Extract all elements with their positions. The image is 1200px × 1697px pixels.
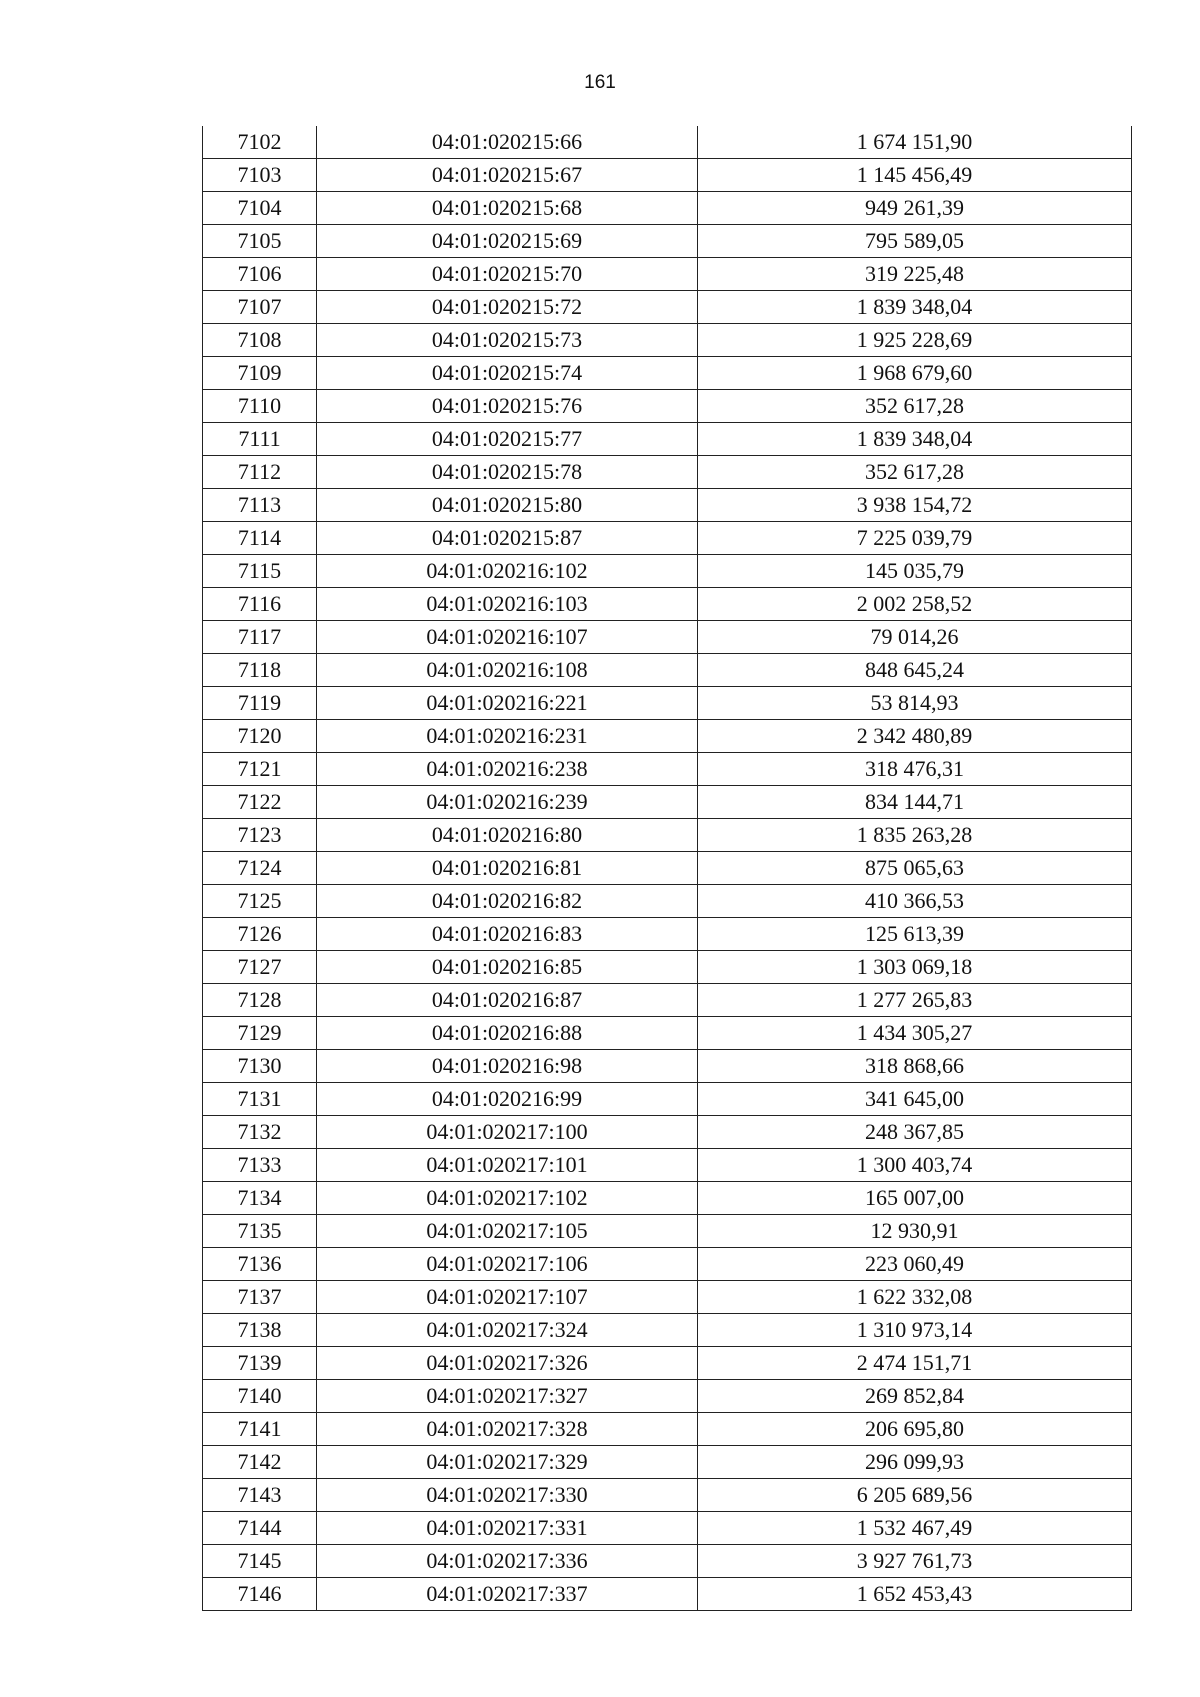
row-number-cell: 7107 — [203, 291, 317, 324]
table-row — [203, 1215, 1132, 1248]
cadastral-value-cell: 949 261,39 — [698, 192, 1132, 225]
cadastral-value-cell: 6 205 689,56 — [698, 1479, 1132, 1512]
cadastral-value-cell: 125 613,39 — [698, 918, 1132, 951]
cadastral-number-cell: 04:01:020217:105 — [317, 1215, 698, 1248]
table-row — [203, 1050, 1132, 1083]
cadastral-number-cell: 04:01:020215:87 — [317, 522, 698, 555]
cadastral-value-cell: 1 652 453,43 — [698, 1578, 1132, 1611]
row-number-cell: 7128 — [203, 984, 317, 1017]
table-row — [203, 1512, 1132, 1545]
table-row — [203, 819, 1132, 852]
cadastral-number-cell: 04:01:020217:329 — [317, 1446, 698, 1479]
cadastral-value-cell: 1 310 973,14 — [698, 1314, 1132, 1347]
cadastral-number-cell: 04:01:020216:108 — [317, 654, 698, 687]
cadastral-number-cell: 04:01:020216:103 — [317, 588, 698, 621]
table-row — [203, 918, 1132, 951]
table-row — [203, 1545, 1132, 1578]
table-row — [203, 1149, 1132, 1182]
cadastral-number-cell: 04:01:020215:74 — [317, 357, 698, 390]
row-number-cell: 7126 — [203, 918, 317, 951]
row-number-cell: 7124 — [203, 852, 317, 885]
table-row — [203, 687, 1132, 720]
cadastral-value-cell: 1 434 305,27 — [698, 1017, 1132, 1050]
cadastral-value-cell: 834 144,71 — [698, 786, 1132, 819]
cadastral-number-cell: 04:01:020217:101 — [317, 1149, 698, 1182]
row-number-cell: 7116 — [203, 588, 317, 621]
cadastral-value-cell: 1 300 403,74 — [698, 1149, 1132, 1182]
cadastral-number-cell: 04:01:020216:107 — [317, 621, 698, 654]
cadastral-number-cell: 04:01:020217:330 — [317, 1479, 698, 1512]
cadastral-number-cell: 04:01:020215:70 — [317, 258, 698, 291]
cadastral-number-cell: 04:01:020216:80 — [317, 819, 698, 852]
table-row — [203, 423, 1132, 456]
table-row — [203, 786, 1132, 819]
cadastral-value-cell: 341 645,00 — [698, 1083, 1132, 1116]
row-number-cell: 7132 — [203, 1116, 317, 1149]
cadastral-value-cell: 1 839 348,04 — [698, 423, 1132, 456]
table-row — [203, 1281, 1132, 1314]
cadastral-value-cell: 318 476,31 — [698, 753, 1132, 786]
cadastral-value-cell: 1 303 069,18 — [698, 951, 1132, 984]
row-number-cell: 7106 — [203, 258, 317, 291]
table-row — [203, 291, 1132, 324]
cadastral-number-cell: 04:01:020215:73 — [317, 324, 698, 357]
table-row — [203, 885, 1132, 918]
row-number-cell: 7112 — [203, 456, 317, 489]
table-row — [203, 126, 1132, 159]
cadastral-value-cell: 1 968 679,60 — [698, 357, 1132, 390]
row-number-cell: 7103 — [203, 159, 317, 192]
cadastral-number-cell: 04:01:020215:76 — [317, 390, 698, 423]
table-row — [203, 489, 1132, 522]
cadastral-value-cell: 1 925 228,69 — [698, 324, 1132, 357]
table-row — [203, 1380, 1132, 1413]
cadastral-value-cell: 319 225,48 — [698, 258, 1132, 291]
table-row — [203, 456, 1132, 489]
row-number-cell: 7135 — [203, 1215, 317, 1248]
row-number-cell: 7131 — [203, 1083, 317, 1116]
table-row — [203, 1347, 1132, 1380]
cadastral-value-cell: 352 617,28 — [698, 456, 1132, 489]
cadastral-value-cell: 1 532 467,49 — [698, 1512, 1132, 1545]
cadastral-value-cell: 1 145 456,49 — [698, 159, 1132, 192]
table-row — [203, 588, 1132, 621]
cadastral-number-cell: 04:01:020215:69 — [317, 225, 698, 258]
row-number-cell: 7117 — [203, 621, 317, 654]
row-number-cell: 7122 — [203, 786, 317, 819]
row-number-cell: 7134 — [203, 1182, 317, 1215]
table-row — [203, 1413, 1132, 1446]
table-row — [203, 159, 1132, 192]
cadastral-number-cell: 04:01:020216:87 — [317, 984, 698, 1017]
cadastral-number-cell: 04:01:020215:78 — [317, 456, 698, 489]
cadastral-value-cell: 53 814,93 — [698, 687, 1132, 720]
table-row — [203, 1479, 1132, 1512]
row-number-cell: 7127 — [203, 951, 317, 984]
cadastral-number-cell: 04:01:020217:331 — [317, 1512, 698, 1545]
cadastral-number-cell: 04:01:020217:328 — [317, 1413, 698, 1446]
cadastral-number-cell: 04:01:020215:68 — [317, 192, 698, 225]
cadastral-value-cell: 1 839 348,04 — [698, 291, 1132, 324]
cadastral-value-cell: 352 617,28 — [698, 390, 1132, 423]
cadastral-number-cell: 04:01:020216:99 — [317, 1083, 698, 1116]
cadastral-value-cell: 875 065,63 — [698, 852, 1132, 885]
table-row — [203, 984, 1132, 1017]
cadastral-number-cell: 04:01:020216:88 — [317, 1017, 698, 1050]
cadastral-number-cell: 04:01:020215:80 — [317, 489, 698, 522]
table-row — [203, 720, 1132, 753]
cadastral-number-cell: 04:01:020216:82 — [317, 885, 698, 918]
table-row — [203, 852, 1132, 885]
table-row — [203, 258, 1132, 291]
page-number: 161 — [584, 72, 616, 93]
cadastral-number-cell: 04:01:020216:85 — [317, 951, 698, 984]
cadastral-value-cell: 2 002 258,52 — [698, 588, 1132, 621]
row-number-cell: 7138 — [203, 1314, 317, 1347]
cadastral-value-cell: 79 014,26 — [698, 621, 1132, 654]
cadastral-number-cell: 04:01:020217:100 — [317, 1116, 698, 1149]
table-row — [203, 225, 1132, 258]
cadastral-value-cell: 165 007,00 — [698, 1182, 1132, 1215]
row-number-cell: 7121 — [203, 753, 317, 786]
row-number-cell: 7130 — [203, 1050, 317, 1083]
cadastral-value-cell: 2 474 151,71 — [698, 1347, 1132, 1380]
cadastral-number-cell: 04:01:020215:66 — [317, 126, 698, 159]
table-row — [203, 390, 1132, 423]
cadastral-number-cell: 04:01:020217:324 — [317, 1314, 698, 1347]
row-number-cell: 7129 — [203, 1017, 317, 1050]
cadastral-value-cell: 296 099,93 — [698, 1446, 1132, 1479]
row-number-cell: 7113 — [203, 489, 317, 522]
row-number-cell: 7110 — [203, 390, 317, 423]
cadastral-value-cell: 206 695,80 — [698, 1413, 1132, 1446]
cadastral-number-cell: 04:01:020217:337 — [317, 1578, 698, 1611]
cadastral-number-cell: 04:01:020217:327 — [317, 1380, 698, 1413]
row-number-cell: 7139 — [203, 1347, 317, 1380]
cadastral-number-cell: 04:01:020216:239 — [317, 786, 698, 819]
row-number-cell: 7105 — [203, 225, 317, 258]
row-number-cell: 7120 — [203, 720, 317, 753]
row-number-cell: 7125 — [203, 885, 317, 918]
cadastral-number-cell: 04:01:020216:231 — [317, 720, 698, 753]
table-row — [203, 324, 1132, 357]
table-row — [203, 1446, 1132, 1479]
cadastral-value-cell: 318 868,66 — [698, 1050, 1132, 1083]
table-row — [203, 951, 1132, 984]
cadastral-number-cell: 04:01:020215:67 — [317, 159, 698, 192]
cadastral-value-cell: 1 835 263,28 — [698, 819, 1132, 852]
cadastral-value-cell: 410 366,53 — [698, 885, 1132, 918]
row-number-cell: 7119 — [203, 687, 317, 720]
cadastral-value-cell: 1 622 332,08 — [698, 1281, 1132, 1314]
cadastral-number-cell: 04:01:020216:83 — [317, 918, 698, 951]
cadastral-value-table — [202, 126, 1132, 1611]
table-row — [203, 654, 1132, 687]
cadastral-number-cell: 04:01:020215:77 — [317, 423, 698, 456]
row-number-cell: 7115 — [203, 555, 317, 588]
cadastral-value-cell: 3 927 761,73 — [698, 1545, 1132, 1578]
row-number-cell: 7142 — [203, 1446, 317, 1479]
row-number-cell: 7109 — [203, 357, 317, 390]
cadastral-number-cell: 04:01:020216:81 — [317, 852, 698, 885]
table-body — [203, 126, 1132, 1611]
cadastral-number-cell: 04:01:020217:107 — [317, 1281, 698, 1314]
row-number-cell: 7143 — [203, 1479, 317, 1512]
table-row — [203, 1314, 1132, 1347]
table-row — [203, 753, 1132, 786]
cadastral-number-cell: 04:01:020215:72 — [317, 291, 698, 324]
row-number-cell: 7136 — [203, 1248, 317, 1281]
row-number-cell: 7104 — [203, 192, 317, 225]
cadastral-value-cell: 248 367,85 — [698, 1116, 1132, 1149]
cadastral-value-cell: 3 938 154,72 — [698, 489, 1132, 522]
table-row — [203, 192, 1132, 225]
cadastral-value-cell: 1 674 151,90 — [698, 126, 1132, 159]
cadastral-value-cell: 12 930,91 — [698, 1215, 1132, 1248]
cadastral-number-cell: 04:01:020216:98 — [317, 1050, 698, 1083]
row-number-cell: 7114 — [203, 522, 317, 555]
table-row — [203, 1578, 1132, 1611]
table-row — [203, 555, 1132, 588]
table-row — [203, 1116, 1132, 1149]
cadastral-value-cell: 269 852,84 — [698, 1380, 1132, 1413]
cadastral-number-cell: 04:01:020216:102 — [317, 555, 698, 588]
cadastral-number-cell: 04:01:020216:238 — [317, 753, 698, 786]
cadastral-value-cell: 145 035,79 — [698, 555, 1132, 588]
table-row — [203, 522, 1132, 555]
row-number-cell: 7140 — [203, 1380, 317, 1413]
cadastral-value-cell: 7 225 039,79 — [698, 522, 1132, 555]
row-number-cell: 7108 — [203, 324, 317, 357]
row-number-cell: 7146 — [203, 1578, 317, 1611]
row-number-cell: 7137 — [203, 1281, 317, 1314]
row-number-cell: 7102 — [203, 126, 317, 159]
cadastral-value-cell: 1 277 265,83 — [698, 984, 1132, 1017]
cadastral-number-cell: 04:01:020217:106 — [317, 1248, 698, 1281]
cadastral-value-cell: 795 589,05 — [698, 225, 1132, 258]
cadastral-value-cell: 2 342 480,89 — [698, 720, 1132, 753]
row-number-cell: 7144 — [203, 1512, 317, 1545]
table-row — [203, 1083, 1132, 1116]
row-number-cell: 7133 — [203, 1149, 317, 1182]
table-row — [203, 621, 1132, 654]
cadastral-number-cell: 04:01:020217:336 — [317, 1545, 698, 1578]
row-number-cell: 7141 — [203, 1413, 317, 1446]
table-row — [203, 357, 1132, 390]
cadastral-number-cell: 04:01:020216:221 — [317, 687, 698, 720]
cadastral-number-cell: 04:01:020217:102 — [317, 1182, 698, 1215]
cadastral-number-cell: 04:01:020217:326 — [317, 1347, 698, 1380]
table-row — [203, 1248, 1132, 1281]
cadastral-value-cell: 223 060,49 — [698, 1248, 1132, 1281]
row-number-cell: 7145 — [203, 1545, 317, 1578]
table-row — [203, 1182, 1132, 1215]
row-number-cell: 7123 — [203, 819, 317, 852]
table-row — [203, 1017, 1132, 1050]
row-number-cell: 7118 — [203, 654, 317, 687]
cadastral-value-cell: 848 645,24 — [698, 654, 1132, 687]
row-number-cell: 7111 — [203, 423, 317, 456]
